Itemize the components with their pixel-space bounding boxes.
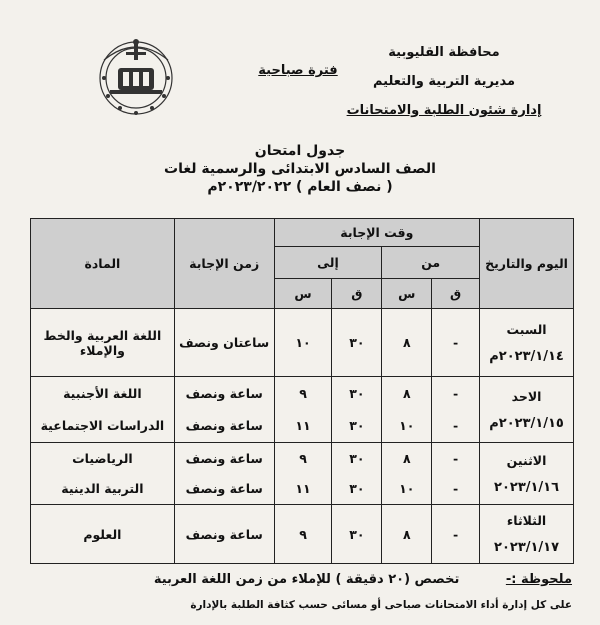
from-hour-value: ٨ (402, 450, 411, 466)
table-row (31, 309, 574, 377)
from-hour-cell: ٨ (382, 505, 432, 564)
day-name: الاثنين (506, 452, 547, 468)
directorate-header (324, 38, 564, 125)
to-hour-cell: ٩ (274, 505, 332, 564)
table-row (31, 377, 574, 443)
from-hour-value: ١٠ (399, 481, 415, 497)
to-hour-cell (274, 443, 332, 505)
from-hour-cell (382, 443, 432, 505)
exam-date: ٢٠٢٣/١/١٥م (489, 415, 564, 431)
table-row (31, 505, 574, 564)
header-day-date: اليوم والتاريخ (480, 219, 574, 309)
day-name: الثلاثاء (506, 513, 547, 528)
duration-cell (174, 377, 274, 443)
shift-label: فترة صباحية (258, 63, 338, 78)
day-name: السبت (506, 321, 547, 337)
from-min-cell: - (432, 309, 480, 377)
to-hour-value: ١١ (295, 418, 311, 434)
subject-cell: العلوم (31, 505, 175, 564)
to-min-cell (332, 377, 382, 443)
from-min-value: - (453, 385, 459, 401)
title-line-1: جدول امتحان (254, 143, 346, 159)
exam-date: ٢٠٢٣/١/١٦ (494, 479, 560, 495)
title-line-3: ( نصف العام ) ٢٠٢٣/٢٠٢٢م (207, 179, 393, 195)
from-min-cell (432, 377, 480, 443)
to-min-cell: ٣٠ (332, 309, 382, 377)
header-to-hour: س (274, 279, 332, 309)
from-min-cell: - (432, 505, 480, 564)
from-min-value: - (453, 418, 459, 434)
to-min-cell (332, 443, 382, 505)
to-min-value: ٣٠ (349, 481, 365, 497)
duration-cell: ساعتان ونصف (174, 309, 274, 377)
ministry-emblem-icon (90, 32, 182, 116)
subject-value: اللغة الأجنبية (63, 385, 142, 401)
duration-value: ساعة ونصف (185, 418, 263, 434)
subject-cell (31, 443, 175, 505)
from-hour-cell: ٨ (382, 309, 432, 377)
header-to: إلى (274, 247, 382, 279)
exam-title-block (120, 142, 480, 196)
header-duration: زمن الإجابة (174, 219, 274, 309)
to-hour-cell: ١٠ (274, 309, 332, 377)
header-answer-time: وقت الإجابة (274, 219, 480, 247)
to-hour-value: ٩ (299, 385, 307, 401)
day-date-cell (480, 505, 574, 564)
to-hour-cell (274, 377, 332, 443)
header-to-min: ق (332, 279, 382, 309)
title-line-2: الصف السادس الابتدائى والرسمية لغات (164, 161, 436, 177)
day-date-cell (480, 443, 574, 505)
duration-cell: ساعة ونصف (174, 505, 274, 564)
to-hour-value: ١١ (295, 481, 311, 497)
from-hour-value: ١٠ (399, 418, 415, 434)
header-from: من (382, 247, 480, 279)
governorate-name: محافظة القليوبية (388, 45, 500, 60)
department-name: إدارة شئون الطلبة والامتحانات (346, 103, 542, 118)
exam-schedule-table (30, 218, 574, 564)
duration-cell (174, 443, 274, 505)
subject-value: الرياضيات (72, 450, 133, 466)
day-date-cell (480, 377, 574, 443)
from-hour-value: ٨ (402, 385, 411, 401)
note-text-2: على كل إدارة أداء الامتحانات صباحى أو مسائى حسب كثافة الطلبة بالإدارة (190, 599, 572, 611)
duration-value: ساعة ونصف (185, 481, 263, 497)
header-from-hour: س (382, 279, 432, 309)
exam-date: ٢٠٢٣/١/١٤م (489, 348, 564, 364)
note-line-1 (12, 572, 572, 587)
from-min-cell (432, 443, 480, 505)
from-min-value: - (453, 481, 459, 497)
to-hour-value: ٩ (299, 450, 307, 466)
day-name: الاحد (511, 388, 542, 404)
header-subject: المادة (31, 219, 175, 309)
to-min-value: ٣٠ (349, 385, 365, 401)
subject-cell (31, 377, 175, 443)
duration-value: ساعة ونصف (185, 385, 263, 401)
subject-value: الدراسات الاجتماعية (40, 418, 165, 434)
to-min-value: ٣٠ (349, 450, 365, 466)
table-row (31, 443, 574, 505)
note-label: ملحوظة :- (505, 572, 572, 587)
from-min-value: - (453, 450, 459, 466)
duration-value: ساعة ونصف (185, 450, 263, 466)
subject-cell: اللغة العربية والخط والإملاء (31, 309, 175, 377)
to-min-cell: ٣٠ (332, 505, 382, 564)
to-min-value: ٣٠ (349, 418, 365, 434)
subject-value: التربية الدينية (61, 481, 144, 497)
from-hour-cell (382, 377, 432, 443)
day-date-cell (480, 309, 574, 377)
directorate-name: مديرية التربية والتعليم (372, 74, 516, 89)
exam-date: ٢٠٢٣/١/١٧ (494, 540, 560, 555)
header-from-min: ق (432, 279, 480, 309)
note-text-1: تخصص (٢٠ دقيقة ) للإملاء من زمن اللغة العربية (153, 572, 460, 587)
